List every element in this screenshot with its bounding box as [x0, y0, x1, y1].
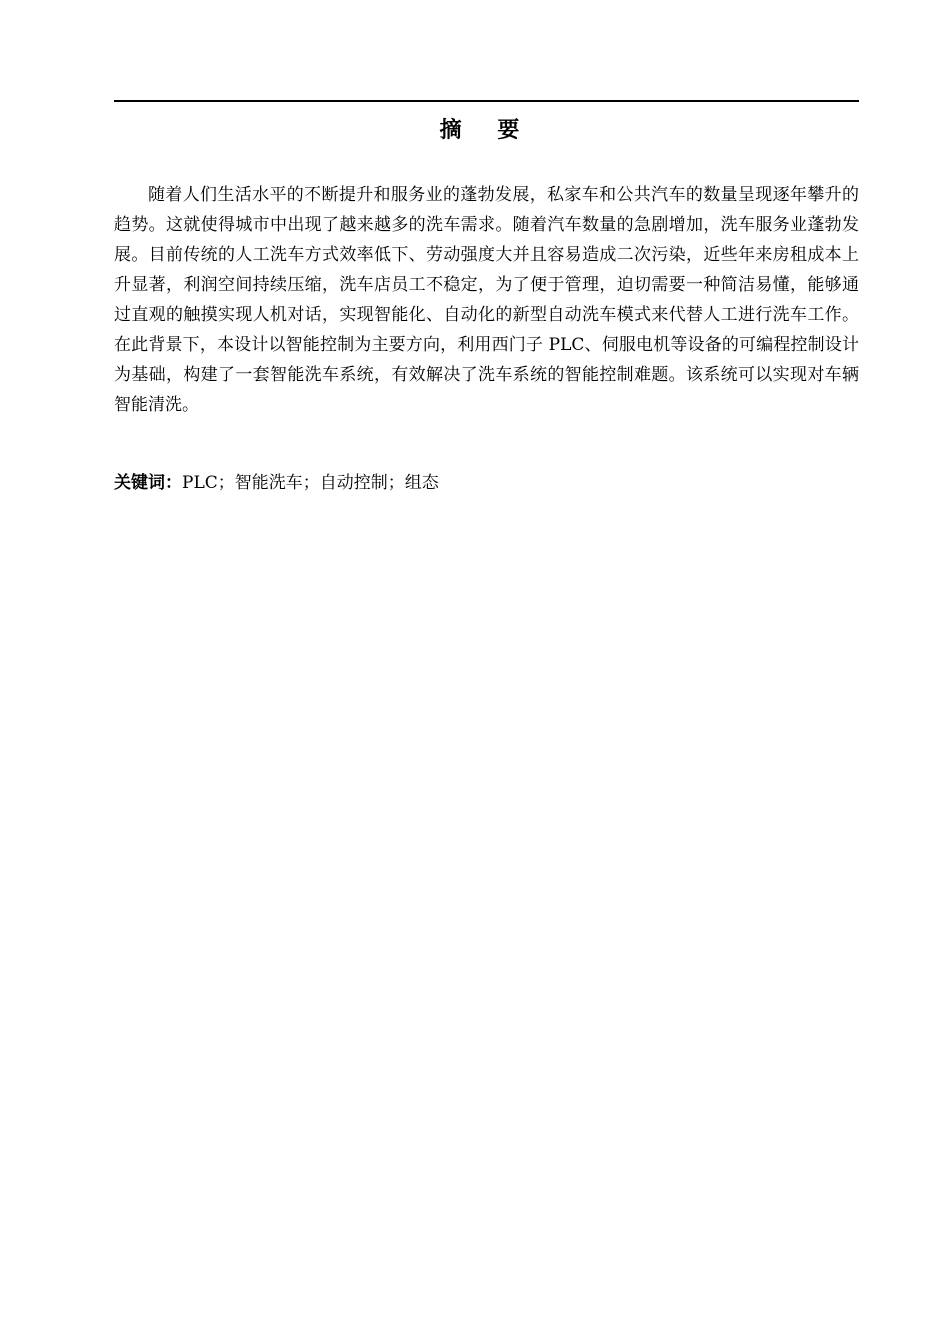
- abstract-title: 摘 要: [439, 118, 534, 143]
- abstract-paragraph: 随着人们生活水平的不断提升和服务业的蓬勃发展，私家车和公共汽车的数量呈现逐年攀升的趋势。这就使得城市中出现了越来越多的洗车需求。随着汽车数量的急剧增加，洗车服务业蓬勃发展。目前传统的人工洗车方式效率低下、劳动强度大并且容易造成二次污染，近些年来房租成本上升显著，利润空间持续压缩，洗车店员工不稳定，为了便于管理，迫切需要一种简洁易懂，能够通过直观的触摸实现人机对话，实现智能化、自动化的新型自动洗车模式来代替人工进行洗车工作。在此背景下，本设计以智能控制为主要方向，利用西门子 PLC、伺服电机等设备的可编程控制设计为基础，构建了一套智能洗车系统，有效解决了洗车系统的智能控制难题。该系统可以实现对车辆智能清洗。: [114, 185, 859, 415]
- keywords-line: [114, 468, 859, 498]
- keywords-list: PLC；智能洗车；自动控制；组态: [182, 473, 439, 493]
- header-rule: [114, 100, 859, 102]
- keywords-label: 关键词：: [114, 473, 182, 493]
